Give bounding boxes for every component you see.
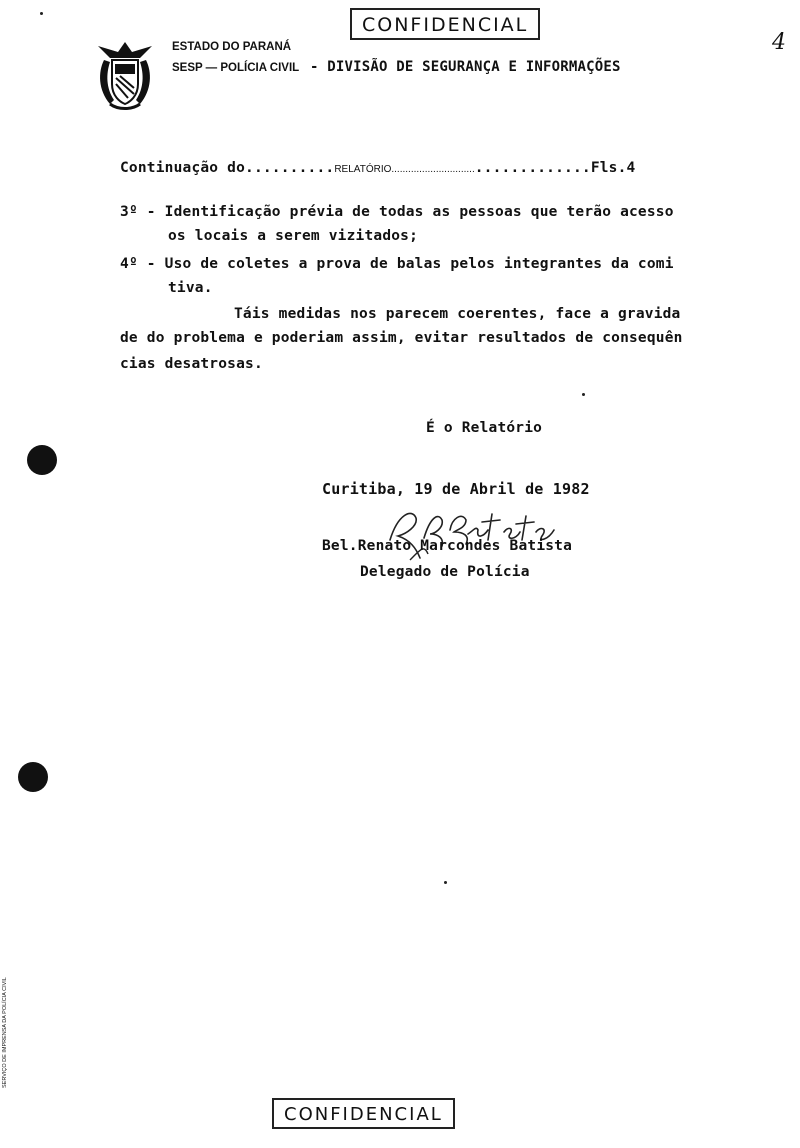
continuation-suffix: .............Fls.4 [474, 160, 636, 176]
item-4-line-1: 4º - Uso de coletes a prova de balas pelos integrantes da comi [120, 256, 674, 272]
continuation-prefix: Continuação do.......... [120, 160, 335, 176]
item-3-line-2: os locais a serem vizitados; [168, 228, 419, 244]
binder-hole-bottom [18, 762, 48, 792]
signer-name: Bel.Renato Marcondes Batista [322, 538, 573, 554]
department-name: SESP — POLÍCIA CIVIL [172, 62, 300, 74]
paragraph-line-3: cias desatrosas. [120, 356, 263, 372]
side-imprint: SERVIÇO DE IMPRENSA DA POLÍCIA CIVIL [2, 977, 8, 1088]
signer-title: Delegado de Polícia [360, 564, 530, 580]
parana-coat-of-arms-icon [96, 38, 154, 112]
binder-hole-top [27, 445, 57, 475]
division-name: - DIVISÃO DE SEGURANÇA E INFORMAÇÕES [310, 59, 621, 75]
paper-speck [40, 12, 43, 15]
paper-speck [444, 881, 447, 884]
paper-speck [582, 393, 585, 396]
item-4-line-2: tiva. [168, 280, 213, 296]
continuation-line [120, 160, 635, 176]
paragraph-line-1: Táis medidas nos parecem coerentes, face a gravida [234, 306, 681, 322]
closing-statement: É o Relatório [426, 420, 543, 436]
form-dots: .............................. [391, 164, 475, 175]
handwritten-signature [380, 500, 580, 570]
item-3-line-1: 3º - Identificação prévia de todas as pessoas que terão acesso [120, 204, 674, 220]
form-label: RELATÓRIO [334, 164, 392, 175]
place-and-date: Curitiba, 19 de Abril de 1982 [322, 480, 590, 498]
confidential-stamp-top: CONFIDENCIAL [350, 8, 540, 40]
page-number-mark: 4 [772, 30, 786, 55]
paragraph-line-2: de do problema e poderiam assim, evitar resultados de consequên [120, 330, 683, 346]
state-name: ESTADO DO PARANÁ [172, 41, 292, 53]
confidential-stamp-bottom: CONFIDENCIAL [272, 1098, 455, 1129]
